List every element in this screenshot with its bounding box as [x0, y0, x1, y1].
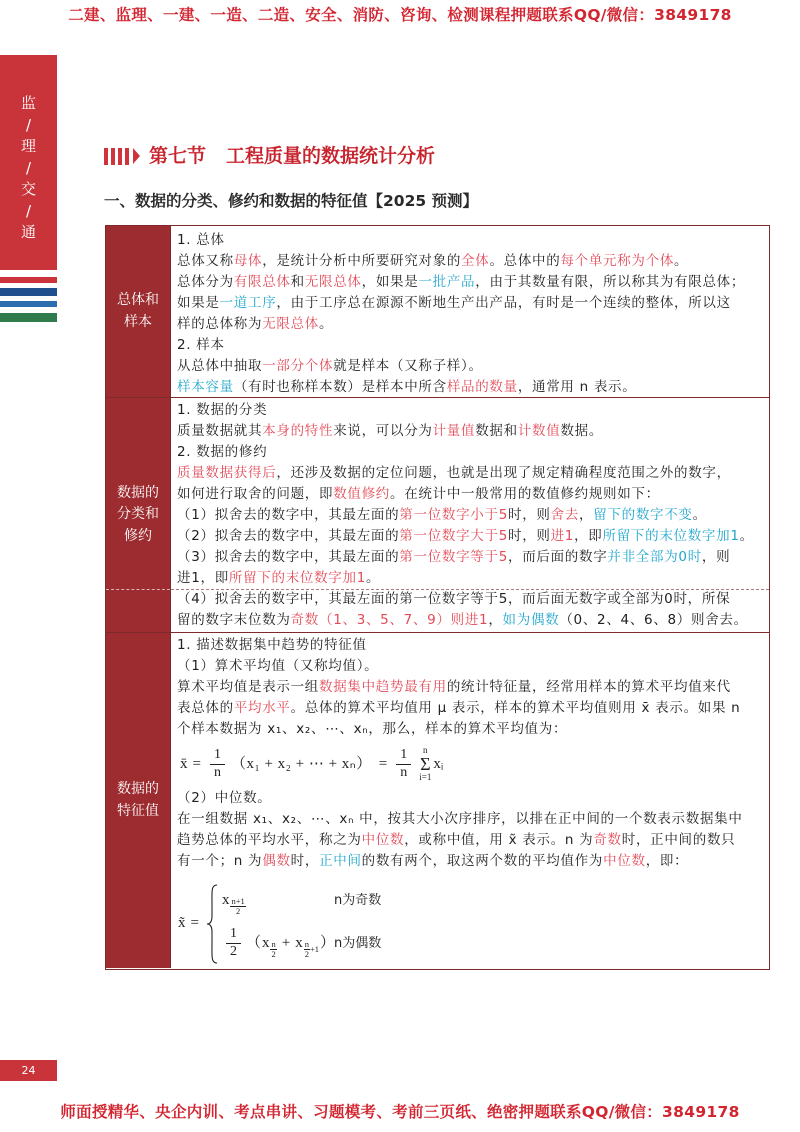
highlighted-text: 数值修约: [333, 486, 391, 502]
text-line: [177, 484, 761, 505]
text-segment: ，: [488, 612, 503, 628]
text-line: [177, 335, 761, 356]
text-segment: 表总体的: [177, 700, 234, 716]
text-segment: 样的总体称为: [177, 316, 263, 332]
variable: x: [261, 935, 270, 951]
mean-symbol: x̄: [180, 755, 188, 772]
text-segment: （有时也称样本数）是样本中所含: [233, 379, 447, 395]
top-banner: 二建、监理、一建、一造、二造、安全、消防、咨询、检测课程押题联系QQ/微信：3849178: [68, 6, 732, 24]
even-condition: n为偶数: [333, 936, 382, 951]
highlighted-text: 质量数据获得后: [177, 465, 277, 481]
highlighted-text: 奇数: [593, 832, 622, 848]
text-segment: 数据。: [560, 423, 604, 439]
highlighted-text: 留下的数字不变: [593, 507, 693, 523]
plus-sign: +: [281, 935, 291, 951]
highlighted-text: 第一位数字小于5: [399, 507, 508, 523]
text-segment: 。: [674, 253, 689, 269]
section-heading: [104, 142, 435, 170]
side-tab-char: 交: [20, 180, 36, 198]
text-line: [177, 272, 761, 293]
text-segment: （2）拟舍去的数字中，其最左面的: [177, 528, 400, 544]
subscript-fraction: [230, 897, 245, 916]
subscript-numerator: n: [304, 939, 309, 950]
dashed-divider: [171, 589, 769, 590]
text-segment: （0、2、4、6、8）则舍去。: [559, 612, 748, 628]
side-tab-char: /: [25, 115, 32, 134]
text-line: [177, 356, 761, 377]
side-stripe-green: [0, 313, 57, 322]
highlighted-text: 有限总体: [233, 274, 291, 290]
variable: x: [295, 935, 303, 951]
text-segment: （1）算术平均值（又称均值）。: [177, 658, 379, 674]
side-tab: [0, 55, 57, 270]
text-segment: 数据和: [475, 423, 518, 439]
page-number: 24: [0, 1060, 57, 1081]
section-number: 第七节: [149, 145, 207, 167]
highlighted-text: 正中间: [319, 853, 362, 869]
text-segment: ，或称中值，用 x̃ 表示。n 为: [404, 832, 594, 848]
highlighted-text: 中位数: [603, 853, 646, 869]
subscript-numerator: n+1: [231, 896, 245, 907]
highlighted-text: 本身的特性: [262, 423, 334, 439]
text-segment: ，即: [574, 528, 603, 544]
mean-text-block: [177, 635, 761, 740]
highlighted-text: 数据集中趋势最有用: [319, 679, 447, 695]
sigma-symbol: Σ: [420, 754, 431, 774]
subscript-tail: +1: [309, 944, 319, 954]
text-segment: 和: [290, 274, 305, 290]
text-segment: 。: [365, 570, 381, 586]
summation-term: xᵢ: [433, 755, 444, 772]
text-segment: （1）拟舍去的数字中，其最左面的: [177, 507, 400, 523]
cases-brace-icon: [206, 884, 218, 964]
text-segment: 时，则: [508, 507, 551, 523]
side-tab-char: 理: [20, 137, 36, 155]
text-segment: 的数有两个，取这两个数的平均值作为: [361, 853, 604, 869]
odd-condition: n为奇数: [333, 893, 382, 908]
row-label-line: 数据的: [117, 781, 159, 797]
text-line: [177, 463, 761, 484]
highlighted-text: 第一位数字大于5: [399, 528, 508, 544]
text-line: [177, 809, 761, 830]
text-line: [177, 505, 761, 526]
text-line: [177, 851, 761, 872]
row-label-line: 数据的: [117, 484, 159, 501]
table-row: [106, 632, 769, 968]
subscript-numerator: n: [271, 939, 276, 950]
subsection-title: 一、数据的分类、修约和数据的特征值【2025 预测】: [104, 192, 479, 210]
text-line: [177, 788, 761, 809]
highlighted-text: 所留下的末位数字加1: [602, 528, 740, 544]
highlighted-text: 每个单元称为个体: [560, 253, 675, 269]
text-segment: （4）拟舍去的数字中，其最左面的第一位数字等于5，而后面无数字或全部为0时，所保: [177, 591, 731, 607]
highlighted-text: 计数值: [517, 423, 561, 439]
text-segment: ，还涉及数据的定位问题，也就是出现了规定精确程度范围之外的数字，: [276, 465, 731, 481]
text-segment: 。: [319, 316, 334, 332]
text-line: [177, 568, 761, 589]
median-symbol: x̃: [178, 915, 186, 931]
odd-case: [222, 883, 381, 919]
highlighted-text: 平均水平: [233, 700, 291, 716]
text-line: [177, 293, 761, 314]
text-segment: 时，正中间的数只: [621, 832, 736, 848]
side-stripe-blue: [0, 301, 57, 307]
highlighted-text: 中位数: [361, 832, 405, 848]
highlighted-text: 无限总体: [262, 316, 320, 332]
dashed-divider: [106, 589, 170, 590]
text-segment: 算术平均值是表示一组: [177, 679, 319, 695]
text-line: [177, 719, 761, 740]
fraction: [226, 926, 241, 961]
text-line: [177, 610, 761, 631]
fraction: [396, 747, 411, 782]
equals-sign: =: [378, 755, 388, 772]
open-paren: （: [245, 935, 261, 951]
text-segment: ，即：: [645, 853, 689, 869]
text-segment: 从总体中抽取: [177, 358, 263, 374]
text-segment: ，而后面的数字: [508, 549, 608, 565]
bars-arrow-icon: [104, 148, 140, 165]
row-content: [170, 633, 769, 968]
highlighted-text: 无限总体: [304, 274, 362, 290]
text-segment: 就是样本（又称子样）。: [333, 358, 483, 374]
row-label: [106, 398, 170, 632]
equals-sign: =: [192, 755, 201, 772]
fraction-numerator: 1: [396, 747, 411, 765]
highlighted-text: 第一位数字等于5: [399, 549, 508, 565]
side-tab-char: /: [25, 158, 32, 177]
text-segment: ，是统计分析中所要研究对象的: [262, 253, 462, 269]
text-segment: 。总体中的: [489, 253, 561, 269]
fraction-denominator: n: [213, 764, 221, 780]
text-segment: 有一个；n 为: [177, 853, 263, 869]
close-paren: ）: [320, 935, 336, 951]
highlighted-text: 样品的数量: [446, 379, 518, 395]
even-case: [222, 923, 381, 965]
highlighted-text: 进1: [550, 528, 575, 544]
row-label-line: 样本: [124, 313, 152, 330]
fraction-denominator: 2: [229, 944, 237, 959]
highlighted-text: 一批产品: [418, 274, 476, 290]
text-line: [177, 830, 761, 851]
text-segment: 质量数据就其: [177, 423, 263, 439]
highlighted-text: 并非全部为0时: [607, 549, 702, 565]
text-segment: ，则: [701, 549, 731, 565]
content-table: [105, 225, 770, 970]
fraction: [210, 747, 225, 782]
highlighted-text: 一道工序: [219, 295, 277, 311]
subscript-denominator: 2: [304, 949, 309, 959]
text-line: [177, 547, 761, 568]
text-segment: 。在统计中一般常用的数值修约规则如下：: [390, 486, 660, 502]
text-line: [177, 400, 761, 421]
median-text-block: [177, 788, 761, 872]
text-segment: 的统计特征量，经常用样本的算术平均值来代: [446, 679, 731, 695]
side-stripe-navy: [0, 288, 57, 296]
table-row: [106, 226, 769, 397]
side-tab-char: 通: [20, 223, 36, 241]
row-label-line: 总体和: [117, 292, 159, 308]
text-line: [177, 526, 761, 547]
text-segment: （3）拟舍去的数字中，其最左面的: [177, 549, 400, 565]
fraction-numerator: 1: [226, 926, 241, 944]
text-segment: 总体又称: [177, 253, 234, 269]
variable: x: [221, 892, 230, 908]
text-line: [177, 656, 761, 677]
text-segment: 个样本数据为 x₁、x₂、⋯、xₙ，那么，样本的算术平均值为：: [177, 721, 568, 737]
text-line: [177, 230, 761, 251]
text-segment: 进1，即: [177, 570, 229, 586]
text-segment: 1. 总体: [177, 232, 225, 248]
bottom-banner: 师面授精华、央企内训、考点串讲、习题模考、考前三页纸、绝密押题联系QQ/微信：3849178: [60, 1103, 740, 1121]
equals-sign: =: [190, 915, 199, 931]
highlighted-text: 如为偶数: [502, 612, 560, 628]
cases: [222, 883, 381, 965]
row-label-line: 修约: [124, 527, 152, 544]
text-line: [177, 421, 761, 442]
summation: [419, 746, 431, 782]
highlighted-text: 全体: [461, 253, 490, 269]
text-segment: ，如果是: [361, 274, 419, 290]
sum-terms: （x₁ + x₂ + ⋯ + xₙ）: [230, 755, 372, 772]
text-line: [177, 698, 761, 719]
highlighted-text: 计量值: [432, 423, 476, 439]
side-stripe-red: [0, 277, 57, 283]
side-tab-char: /: [25, 201, 32, 220]
even-expression: [222, 926, 334, 961]
text-segment: 趋势总体的平均水平，称之为: [177, 832, 362, 848]
highlighted-text: 偶数: [262, 853, 291, 869]
text-segment: 。总体的算术平均值用 μ 表示，样本的算术平均值则用 x̄ 表示。如果 n: [290, 700, 741, 716]
text-segment: 。: [739, 528, 754, 544]
highlighted-text: 样本容量: [177, 379, 234, 395]
row-content: [170, 398, 769, 632]
row-label-line: 分类和: [117, 506, 159, 523]
summation-upper: n: [423, 745, 428, 755]
text-segment: 1. 数据的分类: [177, 402, 268, 418]
text-segment: 在一组数据 x₁、x₂、⋯、xₙ 中，按其大小次序排序，以排在正中间的一个数表示数据集中: [177, 811, 743, 827]
highlighted-text: 一部分个体: [262, 358, 334, 374]
text-segment: ，由于工序总在源源不断地生产出产品，有时是一个连续的整体，所以这: [276, 295, 731, 311]
highlighted-text: 所留下的末位数字加1: [228, 570, 366, 586]
row-label-line: 特征值: [117, 802, 159, 819]
text-segment: 2. 数据的修约: [177, 444, 268, 460]
text-segment: 总体分为: [177, 274, 234, 290]
subscript-denominator: 2: [235, 906, 241, 916]
row-label: [106, 633, 170, 968]
text-segment: 如果是: [177, 295, 220, 311]
section-title: 工程质量的数据统计分析: [226, 145, 436, 167]
side-tab-char: 监: [20, 94, 36, 112]
median-formula: [177, 872, 761, 967]
text-segment: 如何进行取舍的问题，即: [177, 486, 334, 502]
text-segment: ，: [579, 507, 594, 523]
text-line: [177, 677, 761, 698]
text-segment: （2）中位数。: [177, 790, 272, 806]
highlighted-text: 奇数（1、3、5、7、9）则进1: [290, 612, 489, 628]
text-line: [177, 442, 761, 463]
text-segment: ，通常用 n 表示。: [517, 379, 637, 395]
table-row: [106, 397, 769, 632]
fraction-denominator: n: [400, 764, 408, 780]
text-line: [177, 589, 761, 610]
text-segment: 时，则: [508, 528, 551, 544]
text-line: [177, 251, 761, 272]
text-segment: 1. 描述数据集中趋势的特征值: [177, 637, 367, 653]
mean-formula: [177, 740, 761, 788]
text-segment: 2. 样本: [177, 337, 225, 353]
subscript-denominator: 2: [271, 949, 276, 959]
text-line: [177, 635, 761, 656]
text-line: [177, 377, 761, 398]
subscript-fraction: [270, 940, 276, 959]
row-content: [170, 226, 769, 397]
text-segment: 留的数字末位数为: [177, 612, 291, 628]
text-segment: 来说，可以分为: [333, 423, 433, 439]
text-segment: 。: [692, 507, 707, 523]
summation-lower: i=1: [419, 772, 432, 782]
row-label: [106, 226, 170, 397]
text-line: [177, 314, 761, 335]
highlighted-text: 舍去: [550, 507, 580, 523]
text-segment: ，由于其数量有限，所以称其为有限总体；: [475, 274, 746, 290]
text-segment: 时，: [290, 853, 320, 869]
fraction-numerator: 1: [210, 747, 225, 765]
highlighted-text: 母体: [233, 253, 263, 269]
odd-expression: [221, 890, 334, 916]
